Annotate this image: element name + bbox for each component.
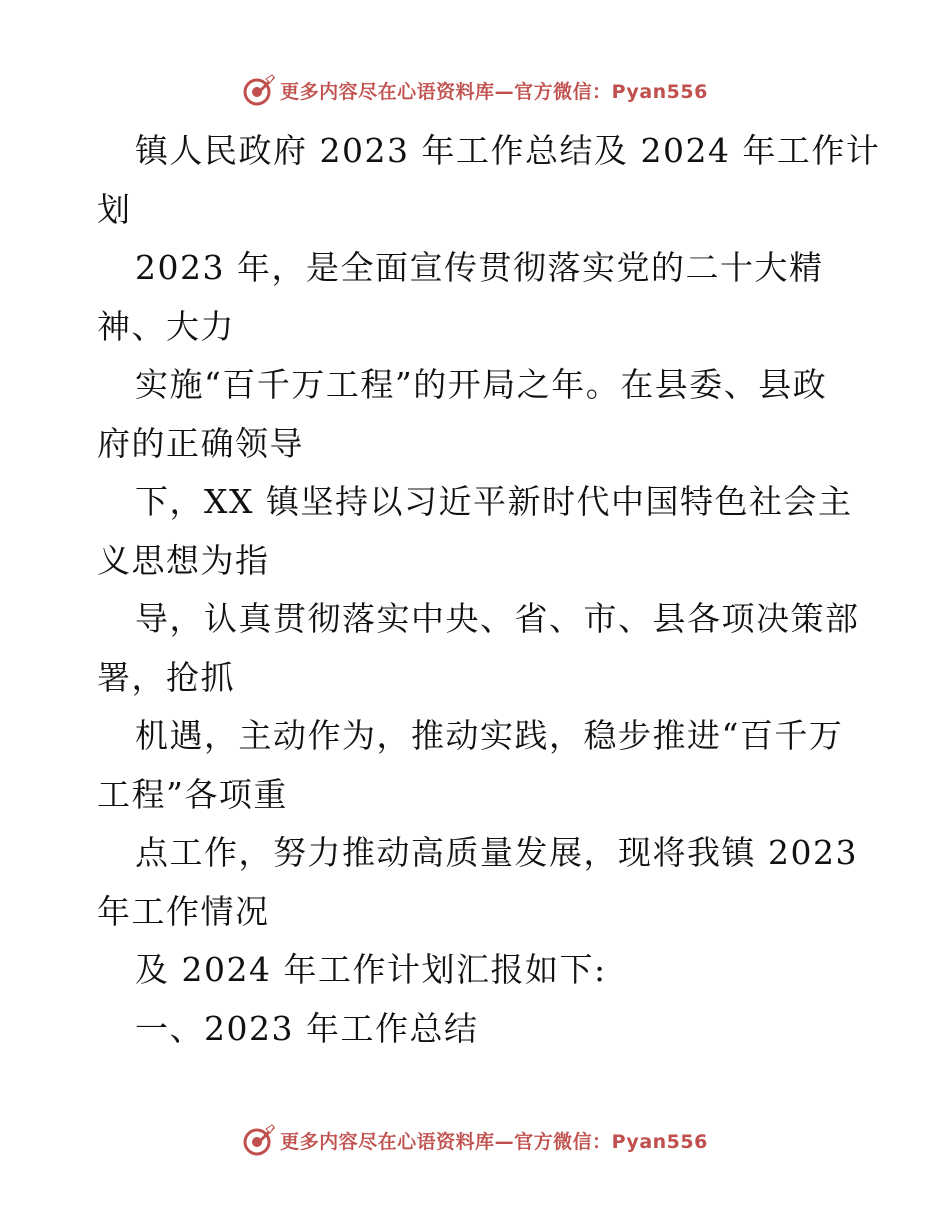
quill-pen-circle-icon — [242, 73, 276, 107]
document-body — [97, 122, 881, 1058]
document-line: 实施“百千万工程”的开局之年。在县委、县政 — [135, 365, 828, 404]
document-line: 年工作情况 — [97, 891, 270, 931]
quill-pen-circle-icon — [242, 1123, 276, 1157]
document-line: 工程”各项重 — [97, 774, 288, 814]
document-line: 镇人民政府 2023 年工作总结及 2024 年工作计 — [135, 131, 881, 170]
document-line: 义思想为指 — [97, 540, 270, 580]
footer-watermark-banner — [0, 1120, 950, 1160]
document-line: 导，认真贯彻落实中央、省、市、县各项决策部 — [135, 599, 860, 638]
banner-text: 更多内容尽在心语资料库—官方微信：Pyan556 — [280, 1130, 708, 1153]
document-line: 下，XX 镇坚持以习近平新时代中国特色社会主 — [135, 482, 853, 521]
document-line: 点工作，努力推动高质量发展，现将我镇 2023 — [135, 833, 858, 872]
document-line: 机遇，主动作为，推动实践，稳步推进“百千万 — [135, 716, 844, 755]
header-watermark-banner — [0, 70, 950, 110]
document-line: 神、大力 — [97, 306, 235, 346]
document-line: 一、2023 年工作总结 — [135, 1008, 479, 1048]
document-line: 府的正确领导 — [97, 423, 304, 463]
document-line: 2023 年，是全面宣传贯彻落实党的二十大精 — [135, 248, 824, 287]
document-line: 署，抢抓 — [97, 657, 235, 697]
banner-text: 更多内容尽在心语资料库—官方微信：Pyan556 — [280, 80, 708, 103]
document-line: 及 2024 年工作计划汇报如下: — [135, 950, 607, 989]
document-line: 划 — [97, 189, 132, 229]
